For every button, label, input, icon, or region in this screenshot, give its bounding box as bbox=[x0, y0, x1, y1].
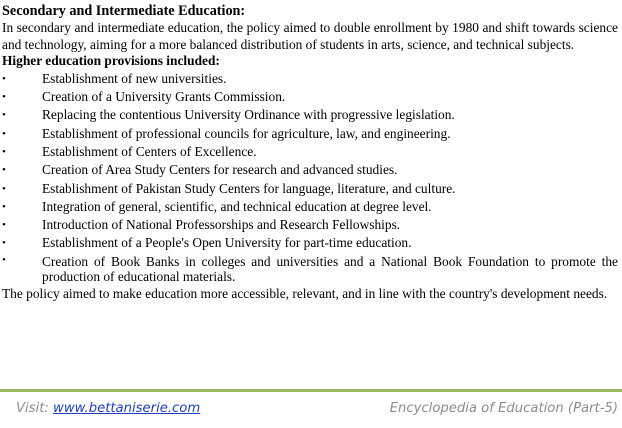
bullet-icon: • bbox=[2, 200, 6, 213]
list-item bbox=[2, 88, 618, 106]
list-item-text: Creation of Area Study Centers for research and advanced studies. bbox=[42, 162, 398, 178]
list-item bbox=[2, 70, 618, 88]
list-item-text: Creation of a University Grants Commission. bbox=[42, 89, 286, 105]
list-item bbox=[2, 161, 618, 179]
list-item bbox=[2, 234, 618, 252]
list-item-text: Establishment of Pakistan Study Centers for language, literature, and culture. bbox=[42, 180, 456, 196]
list-item bbox=[2, 125, 618, 143]
list-item bbox=[2, 253, 618, 286]
section-heading: Secondary and Intermediate Education: bbox=[2, 3, 246, 19]
list-item-text: Replacing the contentious University Ordinance with progressive legislation. bbox=[42, 107, 455, 123]
bullet-icon: • bbox=[2, 109, 6, 122]
provisions-subheading: Higher education provisions included: bbox=[2, 53, 220, 69]
bullet-icon: • bbox=[2, 72, 6, 85]
bullet-icon: • bbox=[2, 182, 6, 195]
bullet-icon: • bbox=[2, 253, 6, 266]
list-item bbox=[2, 180, 618, 198]
bullet-icon: • bbox=[2, 164, 6, 177]
list-item bbox=[2, 198, 618, 216]
list-item-text: Creation of Book Banks in colleges and universities and a National Book Foundation to promote the production of educational materials. bbox=[42, 253, 618, 284]
section-paragraph: In secondary and intermediate education, the policy aimed to double enrollment by 1980 and shift towards science and technology, aiming for a more balanced distribution of students in arts, science, and technical subjects. bbox=[2, 20, 618, 52]
footer-divider bbox=[0, 389, 622, 392]
list-item bbox=[2, 143, 618, 161]
bullet-icon: • bbox=[2, 219, 6, 232]
book-title: Encyclopedia of Education (Part-5) bbox=[389, 401, 618, 416]
list-item-text: Introduction of National Professorships and Research Fellowships. bbox=[42, 217, 401, 233]
bullet-icon: • bbox=[2, 127, 6, 140]
provisions-list bbox=[2, 70, 618, 286]
document-body bbox=[2, 3, 618, 303]
page-footer bbox=[0, 399, 622, 421]
website-link[interactable]: www.bettaniserie.com bbox=[53, 401, 201, 416]
visit-label: Visit: bbox=[16, 401, 54, 416]
list-item bbox=[2, 106, 618, 124]
list-item-text: Establishment of a People's Open University for part-time education. bbox=[42, 235, 412, 251]
list-item-text: Establishment of Centers of Excellence. bbox=[42, 143, 257, 159]
list-item-text: Establishment of new universities. bbox=[42, 70, 227, 86]
bullet-icon: • bbox=[2, 237, 6, 250]
list-item-text: Integration of general, scientific, and technical education at degree level. bbox=[42, 198, 432, 214]
footer-visit bbox=[16, 401, 200, 416]
closing-paragraph: The policy aimed to make education more accessible, relevant, and in line with the country's development needs. bbox=[2, 285, 608, 301]
list-item-text: Establishment of professional councils for agriculture, law, and engineering. bbox=[42, 125, 451, 141]
list-item bbox=[2, 216, 618, 234]
bullet-icon: • bbox=[2, 145, 6, 158]
bullet-icon: • bbox=[2, 91, 6, 104]
